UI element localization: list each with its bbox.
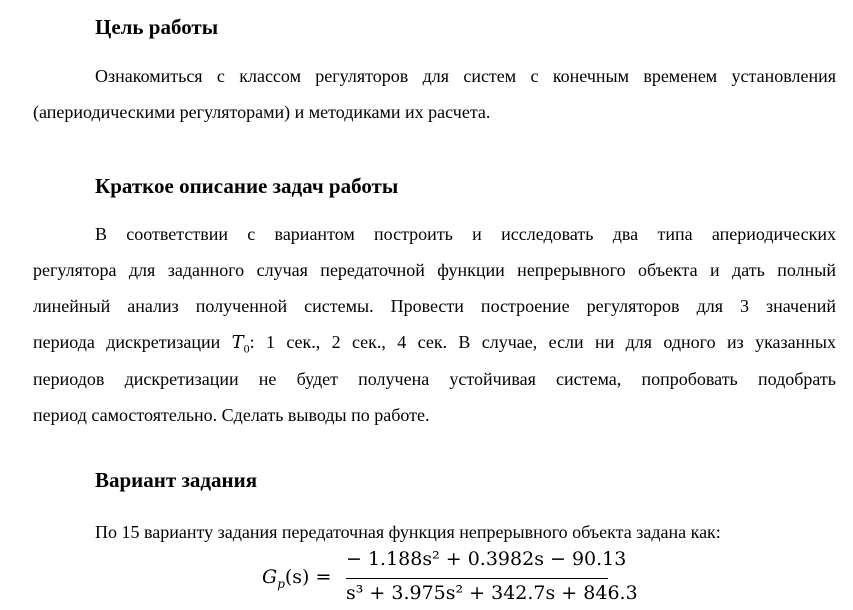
description-line-2: регулятора для заданного случая передаточной функции непрерывного объекта и дать полный	[33, 260, 836, 280]
goal-line-2: (апериодическими регуляторами) и методиками их расчета.	[33, 102, 491, 122]
variant-line-1: По 15 варианту задания передаточная функция непрерывного объекта задана как:	[95, 522, 721, 542]
goal-paragraph	[33, 58, 836, 130]
formula-subscript: p	[277, 576, 285, 591]
description-paragraph	[33, 216, 836, 433]
fraction-bar	[346, 578, 608, 579]
formula-argument: (s) =	[284, 566, 332, 588]
t0-symbol: T	[231, 332, 244, 353]
formula-numerator: − 1.188s² + 0.3982s − 90.13	[346, 548, 627, 570]
description-line-5: периодов дискретизации не будет получена устойчивая система, попробовать подобрать	[33, 369, 836, 389]
section-heading-variant: Вариант задания	[95, 468, 258, 492]
t0-subscript: 0	[243, 341, 250, 356]
description-line-6: период самостоятельно. Сделать выводы по работе.	[33, 405, 430, 425]
variant-paragraph	[33, 514, 836, 550]
formula-lhs	[262, 566, 332, 591]
formula-symbol: G	[262, 566, 278, 588]
description-line-3: линейный анализ полученной системы. Провести построение регуляторов для 3 значений	[33, 296, 836, 316]
formula-denominator: s³ + 3.975s² + 342.7s + 846.3	[346, 582, 638, 604]
goal-line-1: Ознакомиться с классом регуляторов для систем с конечным временем установления	[95, 66, 836, 86]
line4-before: периода дискретизации	[33, 332, 232, 352]
line4-after: : 1 сек., 2 сек., 4 сек. В случае, если ни для одного из указанных	[249, 332, 836, 352]
description-line-4	[33, 324, 836, 361]
description-line-1: В соответствии с вариантом построить и исследовать два типа апериодических	[95, 224, 836, 244]
section-heading-goal: Цель работы	[95, 15, 219, 39]
section-heading-description: Краткое описание задач работы	[95, 174, 399, 198]
